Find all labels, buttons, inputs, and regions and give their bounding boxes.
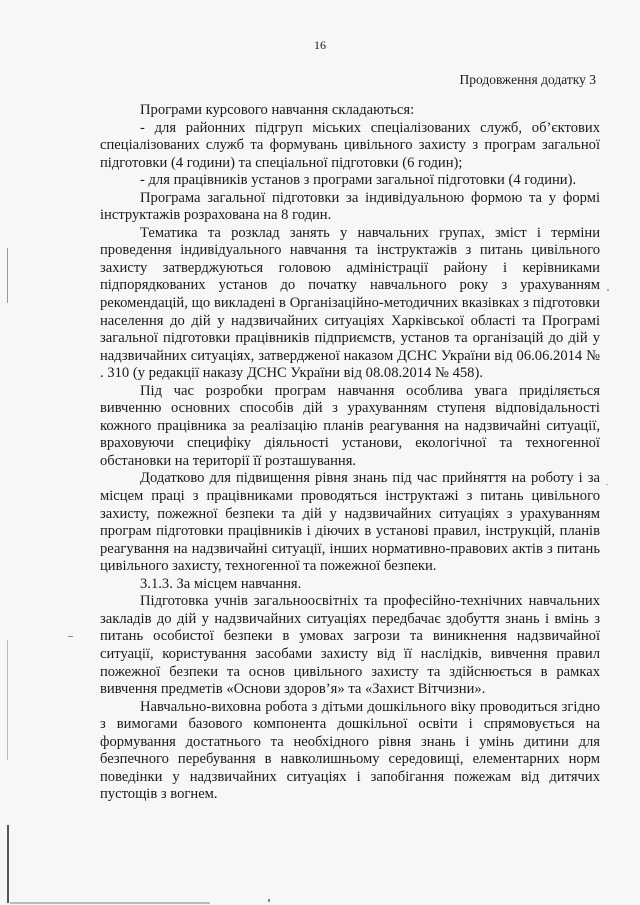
scan-edge-line — [10, 902, 210, 904]
speck — [606, 484, 608, 485]
paragraph-bullet-2: - для працівників установ з програми загальної підготовки (4 години). — [140, 172, 577, 189]
appendix-continuation-note: Продовження додатку 3 — [459, 72, 596, 87]
page-number: 16 — [314, 38, 326, 52]
document-body — [100, 102, 600, 804]
paragraph-intro: Програми курсового навчання складаються: — [140, 102, 415, 118]
speck — [607, 289, 609, 291]
paragraph: Підготовка учнів загальноосвітніх та професійно-технічних навчальних закладів до дій у надзвичайних ситуаціях передбачає здобуття знань і вмінь з питань особистої безпеки в умовах загрози та виникнення надзвичайної ситуації, користування засобами захисту від її наслідків, вивчення правил пожежної безпеки та основ цивільного захисту та здійснюється в рамках вивчення предметів «Основи здоров’я» та «Захист Вітчизни». — [100, 593, 600, 698]
speck — [268, 899, 270, 902]
paragraph-bullet-1: - для районних підгруп міських спеціалізованих служб, об’єктових спеціалізованих служб та формувань цивільного захисту з програм загальної підготовки (4 години) та спеціальної підготовки (6 годин); — [100, 119, 600, 171]
scan-edge-line — [7, 248, 8, 303]
paragraph: Тематика та розклад занять у навчальних групах, зміст і терміни проведення індивідуального навчання та інструктажів з питань цивільного захисту затверджуються головою адміністрації району і керівниками підпорядкованих установ до початку навчального року з урахуванням рекомендацій, що викладені в Організаційно-методичних вказівках з підготовки населення до дій у надзвичайних ситуаціях Харківської області та Програмі загальної підготовки працівників підприємств, установ та організацій до дій у надзвичайних ситуаціях, затвердженої наказом ДСНС України від 06.06.2014 № . 310 (у редакції наказу ДСНС України від 08.08.2014 № 458). — [100, 224, 600, 382]
scan-edge-line — [7, 825, 9, 903]
paragraph: Навчально-виховна робота з дітьми дошкільного віку проводиться згідно з вимогами базового компонента дошкільної освіти і спрямовується на формування достатнього та необхідного рівня знань і умінь дитини для безпечного перебування в навколишньому середовищі, елементарних норм поведінки у надзвичайних ситуаціях і запобігання пожежам від дитячих пустощів з вогнем. — [100, 698, 600, 803]
paragraph: Додатково для підвищення рівня знань під час прийняття на роботу і за місцем праці з працівниками проводяться інструктажі з питань цивільного захисту, пожежної безпеки та дій у надзвичайних ситуаціях з урахуванням програм підготовки працівників і діючих в установі правил, інструкцій, планів реагування на надзвичайні ситуації, інших нормативно-правових актів з питань цивільного захисту, техногенної та пожежної безпеки. — [100, 470, 600, 575]
paragraph: Під час розробки програм навчання особлива увага приділяється вивченню основних способів дій з урахуванням ступеня відповідальності кожного працівника за реалізацію планів реагування на надзвичайні ситуації, враховуючи специфіку діяльності установи, екологічної та техногенної обстановки на території її розташування. — [100, 382, 600, 469]
paragraph: Програма загальної підготовки за індивідуальною формою та у формі інструктажів розрахована на 8 годин. — [100, 189, 600, 224]
scan-edge-line — [7, 640, 8, 760]
section-heading: 3.1.3. За місцем навчання. — [140, 575, 302, 592]
speck — [68, 636, 73, 637]
